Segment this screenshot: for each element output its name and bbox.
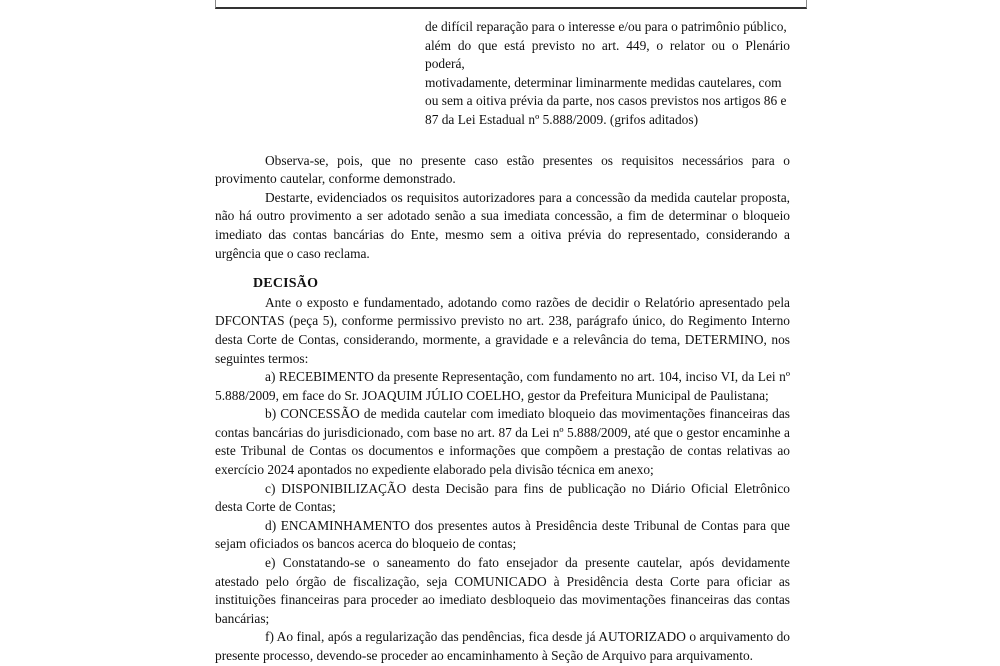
quote-line: 87 da Lei Estadual nº 5.888/2009. (grifos aditados) (425, 111, 699, 127)
quote-line: além do que está previsto no art. 449, o relator ou o Plenário poderá, (425, 37, 790, 72)
decision-item-f: f) Ao final, após a regularização das pendências, fica desde já AUTORIZADO o arquivamento do presente processo, devendo-se proceder ao encaminhamento à Seção de Arquivo para arquivamento. (215, 629, 790, 663)
document-body (215, 18, 790, 666)
paragraph-conclusion: Destarte, evidenciados os requisitos autorizadores para a concessão da medida cautelar proposta, não há outro provimento a ser adotado senão a sua imediata concessão, a fim de determinar o bloqueio imediato das contas bancárias do Ente, mesmo sem a oitiva prévia do representado, considerando a urgência que o caso reclama. (215, 189, 790, 261)
page-top-border (215, 0, 807, 9)
quote-line: de difícil reparação para o interesse e/ou para o patrimônio público, (425, 19, 787, 34)
decision-item-a: a) RECEBIMENTO da presente Representação, com fundamento no art. 104, inciso VI, da Lei nº 5.888/2009, em face do Sr. JOAQUIM JÚLIO COELHO, gestor da Prefeitura Municipal de Paulistana; (215, 369, 790, 403)
decision-item-e: e) Constatando-se o saneamento do fato ensejador da presente cautelar, após devidamente atestado pelo órgão de fiscalização, seja COMUNICADO à Presidência desta Corte para oficiar as instituições financeiras para proceder ao imediato desbloqueio das movimentações financeiras das contas bancárias; (215, 555, 790, 626)
paragraph-observation: Observa-se, pois, que no presente caso estão presentes os requisitos necessários para o provimento cautelar, conforme demonstrado. (215, 152, 790, 187)
quote-line: ou sem a oitiva prévia da parte, nos casos previstos nos artigos 86 e (425, 93, 787, 109)
quote-line: motivadamente, determinar liminarmente medidas cautelares, com (425, 74, 782, 90)
decision-item-d: d) ENCAMINHAMENTO dos presentes autos à Presidência deste Tribunal de Contas para que sejam oficiados os bancos acerca do bloqueio de contas; (215, 517, 790, 552)
decision-intro: Ante o exposto e fundamentado, adotando como razões de decidir o Relatório apresentado pela DFCONTAS (peça 5), conforme permissivo previsto no art. 238, parágrafo único, do Regimento Interno desta Corte de Contas, considerando, mormente, a gravidade e a relevância do tema, DETERMINO, nos seguintes termos: (215, 294, 790, 366)
decision-item-c: c) DISPONIBILIZAÇÃO desta Decisão para fins de publicação no Diário Oficial Eletrônico desta Corte de Contas; (215, 480, 790, 515)
decision-item-b: b) CONCESSÃO de medida cautelar com imediato bloqueio das movimentações financeiras das contas bancárias do jurisdicionado, com base no art. 87 da Lei nº 5.888/2009, até que o gestor encaminhe a este Tribunal de Contas os documentos e informações que compõem a prestação de contas relativas ao exercício 2024 apontados no expediente elaborado pela divisão técnica em anexo; (215, 406, 790, 478)
decision-heading: DECISÃO (253, 276, 319, 292)
legal-quote (425, 18, 790, 130)
